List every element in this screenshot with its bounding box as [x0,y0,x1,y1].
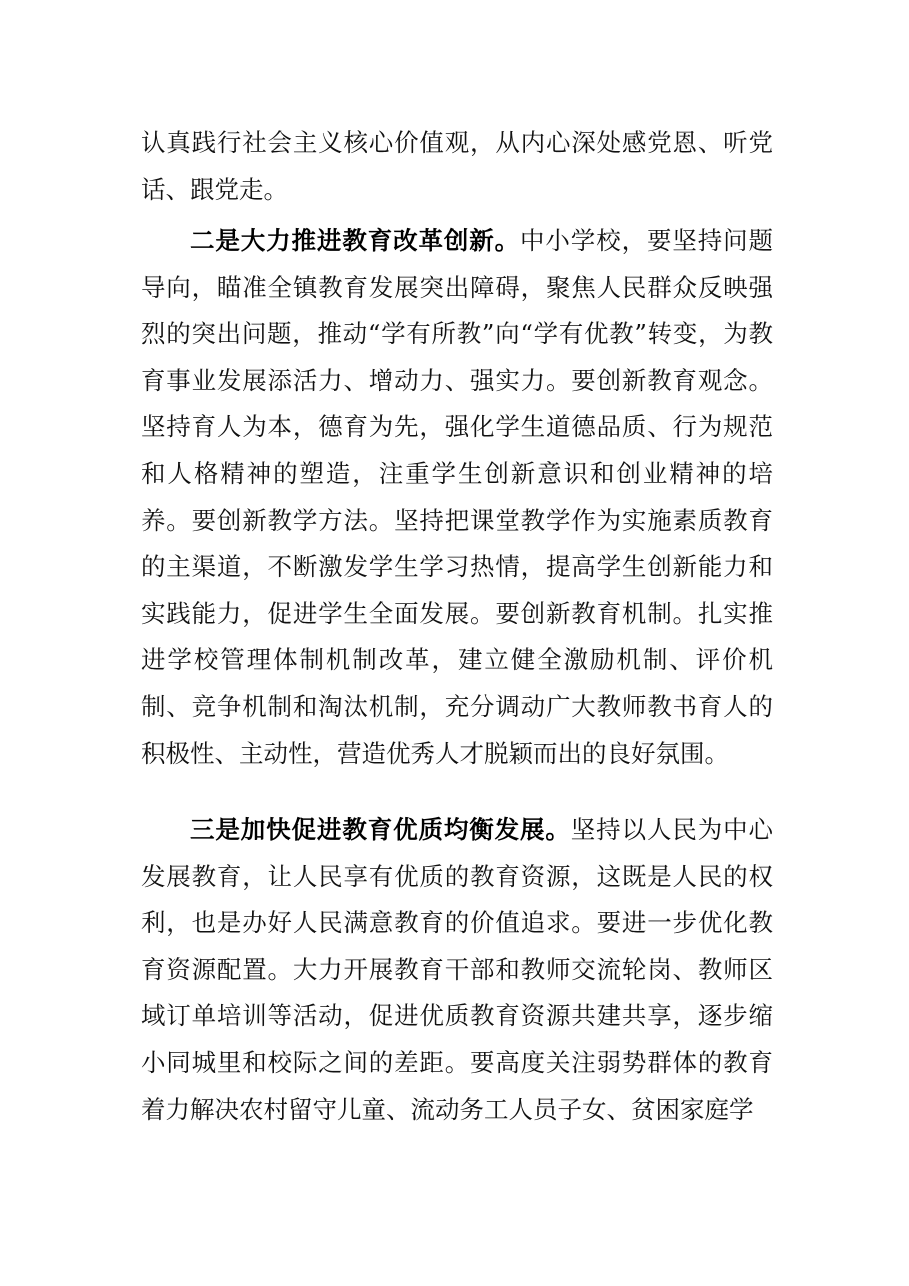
paragraph-continuation [141,120,773,213]
paragraph-body: 坚持以人民为中心发展教育，让人民享有优质的教育资源，这既是人民的权利，也是办好人民满意教育的价值追求。要进一步优化教育资源配置。大力开展教育干部和教师交流轮岗、教师区域订单培训等活动，促进优质教育资源共建共享，逐步缩小同城里和校际之间的差距。要高度关注弱势群体的教育着力解决农村留守儿童、流动务工人员子女、贫困家庭学 [141,815,774,1124]
paragraph-balanced-development [141,807,773,1133]
paragraph-education-reform [141,218,773,777]
paragraph-body: 中小学校，要坚持问题导向，瞄准全镇教育发展突出障碍，聚焦人民群众反映强烈的突出问题，推动“学有所教”向“学有优教”转变，为教育事业发展添活力、增动力、强实力。要创新教育观念。坚持育人为本，德育为先，强化学生道德品质、行为规范和人格精神的塑造，注重学生创新意识和创业精神的培养。要创新教学方法。坚持把课堂教学作为实施素质教育的主渠道，不断激发学生学习热情，提高学生创新能力和实践能力，促进学生全面发展。要创新教育机制。扎实推进学校管理体制机制改革，建立健全激励机制、评价机制、竞争机制和淘汰机制，充分调动广大教师教书育人的积极性、主动性，营造优秀人才脱颖而出的良好氛围。 [141,226,774,768]
paragraph-heading: 三是加快促进教育优质均衡发展。 [190,815,571,844]
paragraph-text: 认真践行社会主义核心价值观，从内心深处感党恩、听党话、跟党走。 [141,128,773,204]
paragraph-heading: 二是大力推进教育改革创新。 [190,226,521,255]
